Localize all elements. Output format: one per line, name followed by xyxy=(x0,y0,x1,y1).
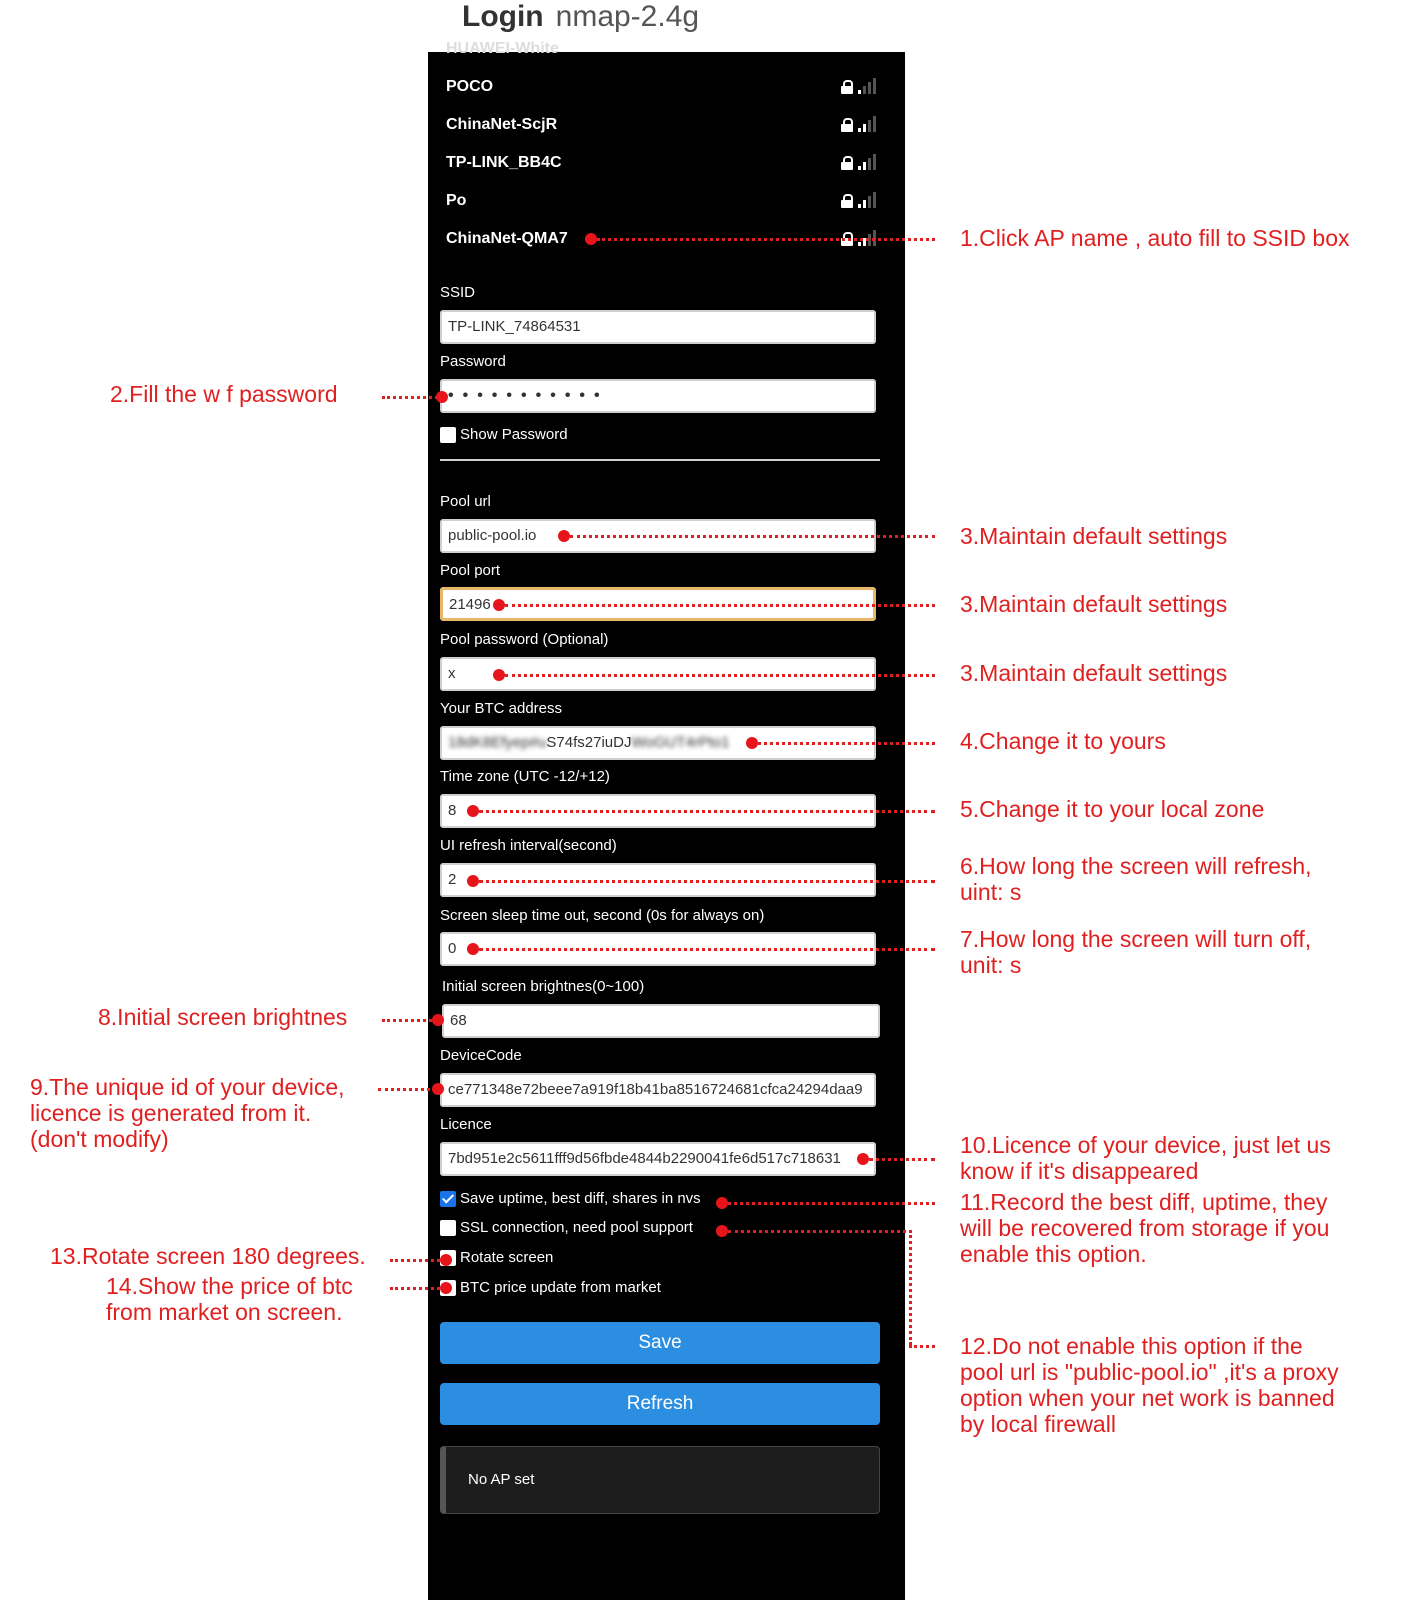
annotation-12 xyxy=(960,1333,1339,1437)
leader-line xyxy=(570,535,935,538)
page-title xyxy=(462,0,699,34)
annotation-14-line1: 14.Show the price of btc xyxy=(106,1273,353,1299)
marker-dot xyxy=(440,1254,452,1266)
password-label: Password xyxy=(440,353,506,370)
brightness-input[interactable]: 68 xyxy=(442,1004,880,1038)
leader-line xyxy=(479,810,935,813)
annotation-3-port: 3.Maintain default settings xyxy=(960,591,1228,617)
lock-icon xyxy=(841,156,853,170)
save-uptime-row[interactable] xyxy=(440,1190,701,1207)
divider xyxy=(440,459,880,461)
marker-dot xyxy=(467,875,479,887)
btc-address-label: Your BTC address xyxy=(440,700,563,717)
signal-icon xyxy=(858,76,876,94)
marker-dot xyxy=(493,599,505,611)
config-panel xyxy=(428,40,905,1600)
leader-line xyxy=(597,238,935,241)
marker-dot xyxy=(716,1225,728,1237)
leader-line xyxy=(390,1287,440,1290)
refresh-button[interactable]: Refresh xyxy=(440,1383,880,1425)
annotation-3-url: 3.Maintain default settings xyxy=(960,523,1228,549)
annotation-6 xyxy=(960,853,1312,905)
annotation-7 xyxy=(960,926,1311,978)
leader-line-vertical xyxy=(909,1230,912,1345)
ap-name[interactable]: POCO xyxy=(446,78,494,95)
leader-line xyxy=(479,880,935,883)
ap-item[interactable] xyxy=(446,112,876,142)
leader-line xyxy=(479,948,935,951)
ap-item[interactable] xyxy=(446,188,876,218)
annotation-7-line1: 7.How long the screen will turn off, xyxy=(960,926,1312,952)
annotation-9-line3: (don't modify) xyxy=(30,1126,169,1152)
btc-address-hidden-end: WoGUT4rPto1 xyxy=(631,734,730,751)
ssid-input[interactable]: TP-LINK_74864531 xyxy=(440,310,876,344)
ap-name[interactable]: Po xyxy=(446,192,467,209)
annotation-2: 2.Fill the w f password xyxy=(110,381,338,407)
marker-dot xyxy=(857,1153,869,1165)
leader-line xyxy=(390,1259,440,1262)
annotation-11 xyxy=(960,1189,1329,1267)
annotation-3-password: 3.Maintain default settings xyxy=(960,660,1228,686)
annotation-13: 13.Rotate screen 180 degrees. xyxy=(50,1243,366,1269)
pool-password-input[interactable]: x xyxy=(440,657,876,691)
ssl-checkbox[interactable] xyxy=(440,1220,456,1236)
annotation-11-line2: will be recovered from storage if you xyxy=(960,1215,1330,1241)
annotation-1: 1.Click AP name , auto fill to SSID box xyxy=(960,225,1350,251)
marker-dot xyxy=(440,1282,452,1294)
rotate-row[interactable] xyxy=(440,1249,553,1266)
ap-item[interactable] xyxy=(446,150,876,180)
btc-price-label: BTC price update from market xyxy=(460,1279,661,1296)
marker-dot xyxy=(716,1197,728,1209)
annotation-11-line3: enable this option. xyxy=(960,1241,1147,1267)
sleep-timeout-input[interactable]: 0 xyxy=(440,932,876,966)
password-input[interactable]: ••••••••••• xyxy=(440,379,876,413)
annotation-12-line3: option when your net work is banned xyxy=(960,1385,1335,1411)
save-uptime-checkbox[interactable] xyxy=(440,1191,456,1207)
annotation-12-line1: 12.Do not enable this option if the xyxy=(960,1333,1303,1359)
marker-dot xyxy=(467,943,479,955)
annotation-14 xyxy=(106,1273,353,1325)
rotate-label: Rotate screen xyxy=(460,1249,554,1266)
show-password-label: Show Password xyxy=(460,426,568,443)
leader-line xyxy=(382,1019,438,1022)
ssid-label: SSID xyxy=(440,284,476,301)
marker-dot xyxy=(432,1083,444,1095)
leader-line xyxy=(728,1230,912,1233)
annotation-10-line1: 10.Licence of your device, just let us xyxy=(960,1132,1331,1158)
annotation-12-line2: pool url is "public-pool.io" ,it's a proxy xyxy=(960,1359,1339,1385)
refresh-interval-label: UI refresh interval(second) xyxy=(440,837,617,854)
ap-item[interactable] xyxy=(446,226,876,256)
annotation-6-line2: uint: s xyxy=(960,879,1022,905)
show-password-row[interactable] xyxy=(440,426,568,443)
btc-address-hidden-start: 18dK8Efyep#u xyxy=(448,734,547,751)
annotation-12-line4: by local firewall xyxy=(960,1411,1116,1437)
annotation-14-line2: from market on screen. xyxy=(106,1299,343,1325)
signal-icon xyxy=(858,228,876,246)
btc-price-row[interactable] xyxy=(440,1279,661,1296)
leader-line xyxy=(728,1202,935,1205)
lock-icon xyxy=(841,194,853,208)
pool-port-input[interactable]: 21496 xyxy=(440,587,876,621)
leader-line xyxy=(382,396,438,399)
marker-dot xyxy=(432,1014,444,1026)
annotation-9-line1: 9.The unique id of your device, xyxy=(30,1074,345,1100)
device-code-label: DeviceCode xyxy=(440,1047,522,1064)
login-title: Login xyxy=(462,0,544,33)
device-code-input[interactable]: ce771348e72beee7a919f18b41ba8516724681cfca24294daa9 xyxy=(440,1073,876,1107)
ssid-title: nmap-2.4g xyxy=(555,0,700,33)
licence-input[interactable]: 7bd951e2c5611fff9d56fbde4844b2290041fe6d517c718631 xyxy=(440,1142,876,1176)
lock-icon xyxy=(841,80,853,94)
signal-icon xyxy=(858,114,876,132)
marker-dot xyxy=(493,669,505,681)
marker-dot xyxy=(436,391,448,403)
annotation-5: 5.Change it to your local zone xyxy=(960,796,1265,822)
licence-label: Licence xyxy=(440,1116,492,1133)
leader-line xyxy=(378,1088,436,1091)
sleep-timeout-label: Screen sleep time out, second (0s for always on) xyxy=(440,907,765,924)
annotation-10-line2: know if it's disappeared xyxy=(960,1158,1199,1184)
ssl-row[interactable] xyxy=(440,1219,693,1236)
leader-line xyxy=(758,742,935,745)
annotation-8: 8.Initial screen brightnes xyxy=(98,1004,348,1030)
ap-name[interactable]: ChinaNet-QMA7 xyxy=(446,230,568,247)
marker-dot xyxy=(558,530,570,542)
leader-line xyxy=(505,674,935,677)
ap-item[interactable] xyxy=(446,74,876,104)
save-button[interactable]: Save xyxy=(440,1322,880,1364)
timezone-input[interactable]: 8 xyxy=(440,794,876,828)
save-uptime-label: Save uptime, best diff, shares in nvs xyxy=(460,1190,701,1207)
annotation-9-line2: licence is generated from it. xyxy=(30,1100,312,1126)
signal-icon xyxy=(858,152,876,170)
annotation-4: 4.Change it to yours xyxy=(960,728,1166,754)
ap-name[interactable]: ChinaNet-ScjR xyxy=(446,116,558,133)
ap-item-partial[interactable]: HUAWEI-White xyxy=(446,40,559,57)
pool-url-input[interactable]: public-pool.io xyxy=(440,519,876,553)
annotation-7-line2: unit: s xyxy=(960,952,1022,978)
refresh-interval-input[interactable]: 2 xyxy=(440,863,876,897)
lock-icon xyxy=(841,118,853,132)
ap-name[interactable]: TP-LINK_BB4C xyxy=(446,154,562,171)
marker-dot xyxy=(585,233,597,245)
marker-dot xyxy=(467,805,479,817)
timezone-label: Time zone (UTC -12/+12) xyxy=(440,768,610,785)
status-message: No AP set xyxy=(440,1446,880,1514)
leader-line xyxy=(869,1158,935,1161)
annotation-11-line1: 11.Record the best diff, uptime, they xyxy=(960,1189,1328,1215)
ssl-label: SSL connection, need pool support xyxy=(460,1219,693,1236)
leader-line xyxy=(505,604,935,607)
brightness-label: Initial screen brightnes(0~100) xyxy=(442,978,645,995)
marker-dot xyxy=(746,737,758,749)
btc-address-visible: S74fs27iuDJ xyxy=(546,734,632,751)
annotation-9 xyxy=(30,1074,345,1152)
pool-url-label: Pool url xyxy=(440,493,491,510)
pool-port-label: Pool port xyxy=(440,562,501,579)
annotation-10 xyxy=(960,1132,1331,1184)
annotation-6-line1: 6.How long the screen will refresh, xyxy=(960,853,1312,879)
show-password-checkbox[interactable] xyxy=(440,427,456,443)
leader-line xyxy=(909,1345,935,1348)
pool-password-label: Pool password (Optional) xyxy=(440,631,609,648)
signal-icon xyxy=(858,190,876,208)
